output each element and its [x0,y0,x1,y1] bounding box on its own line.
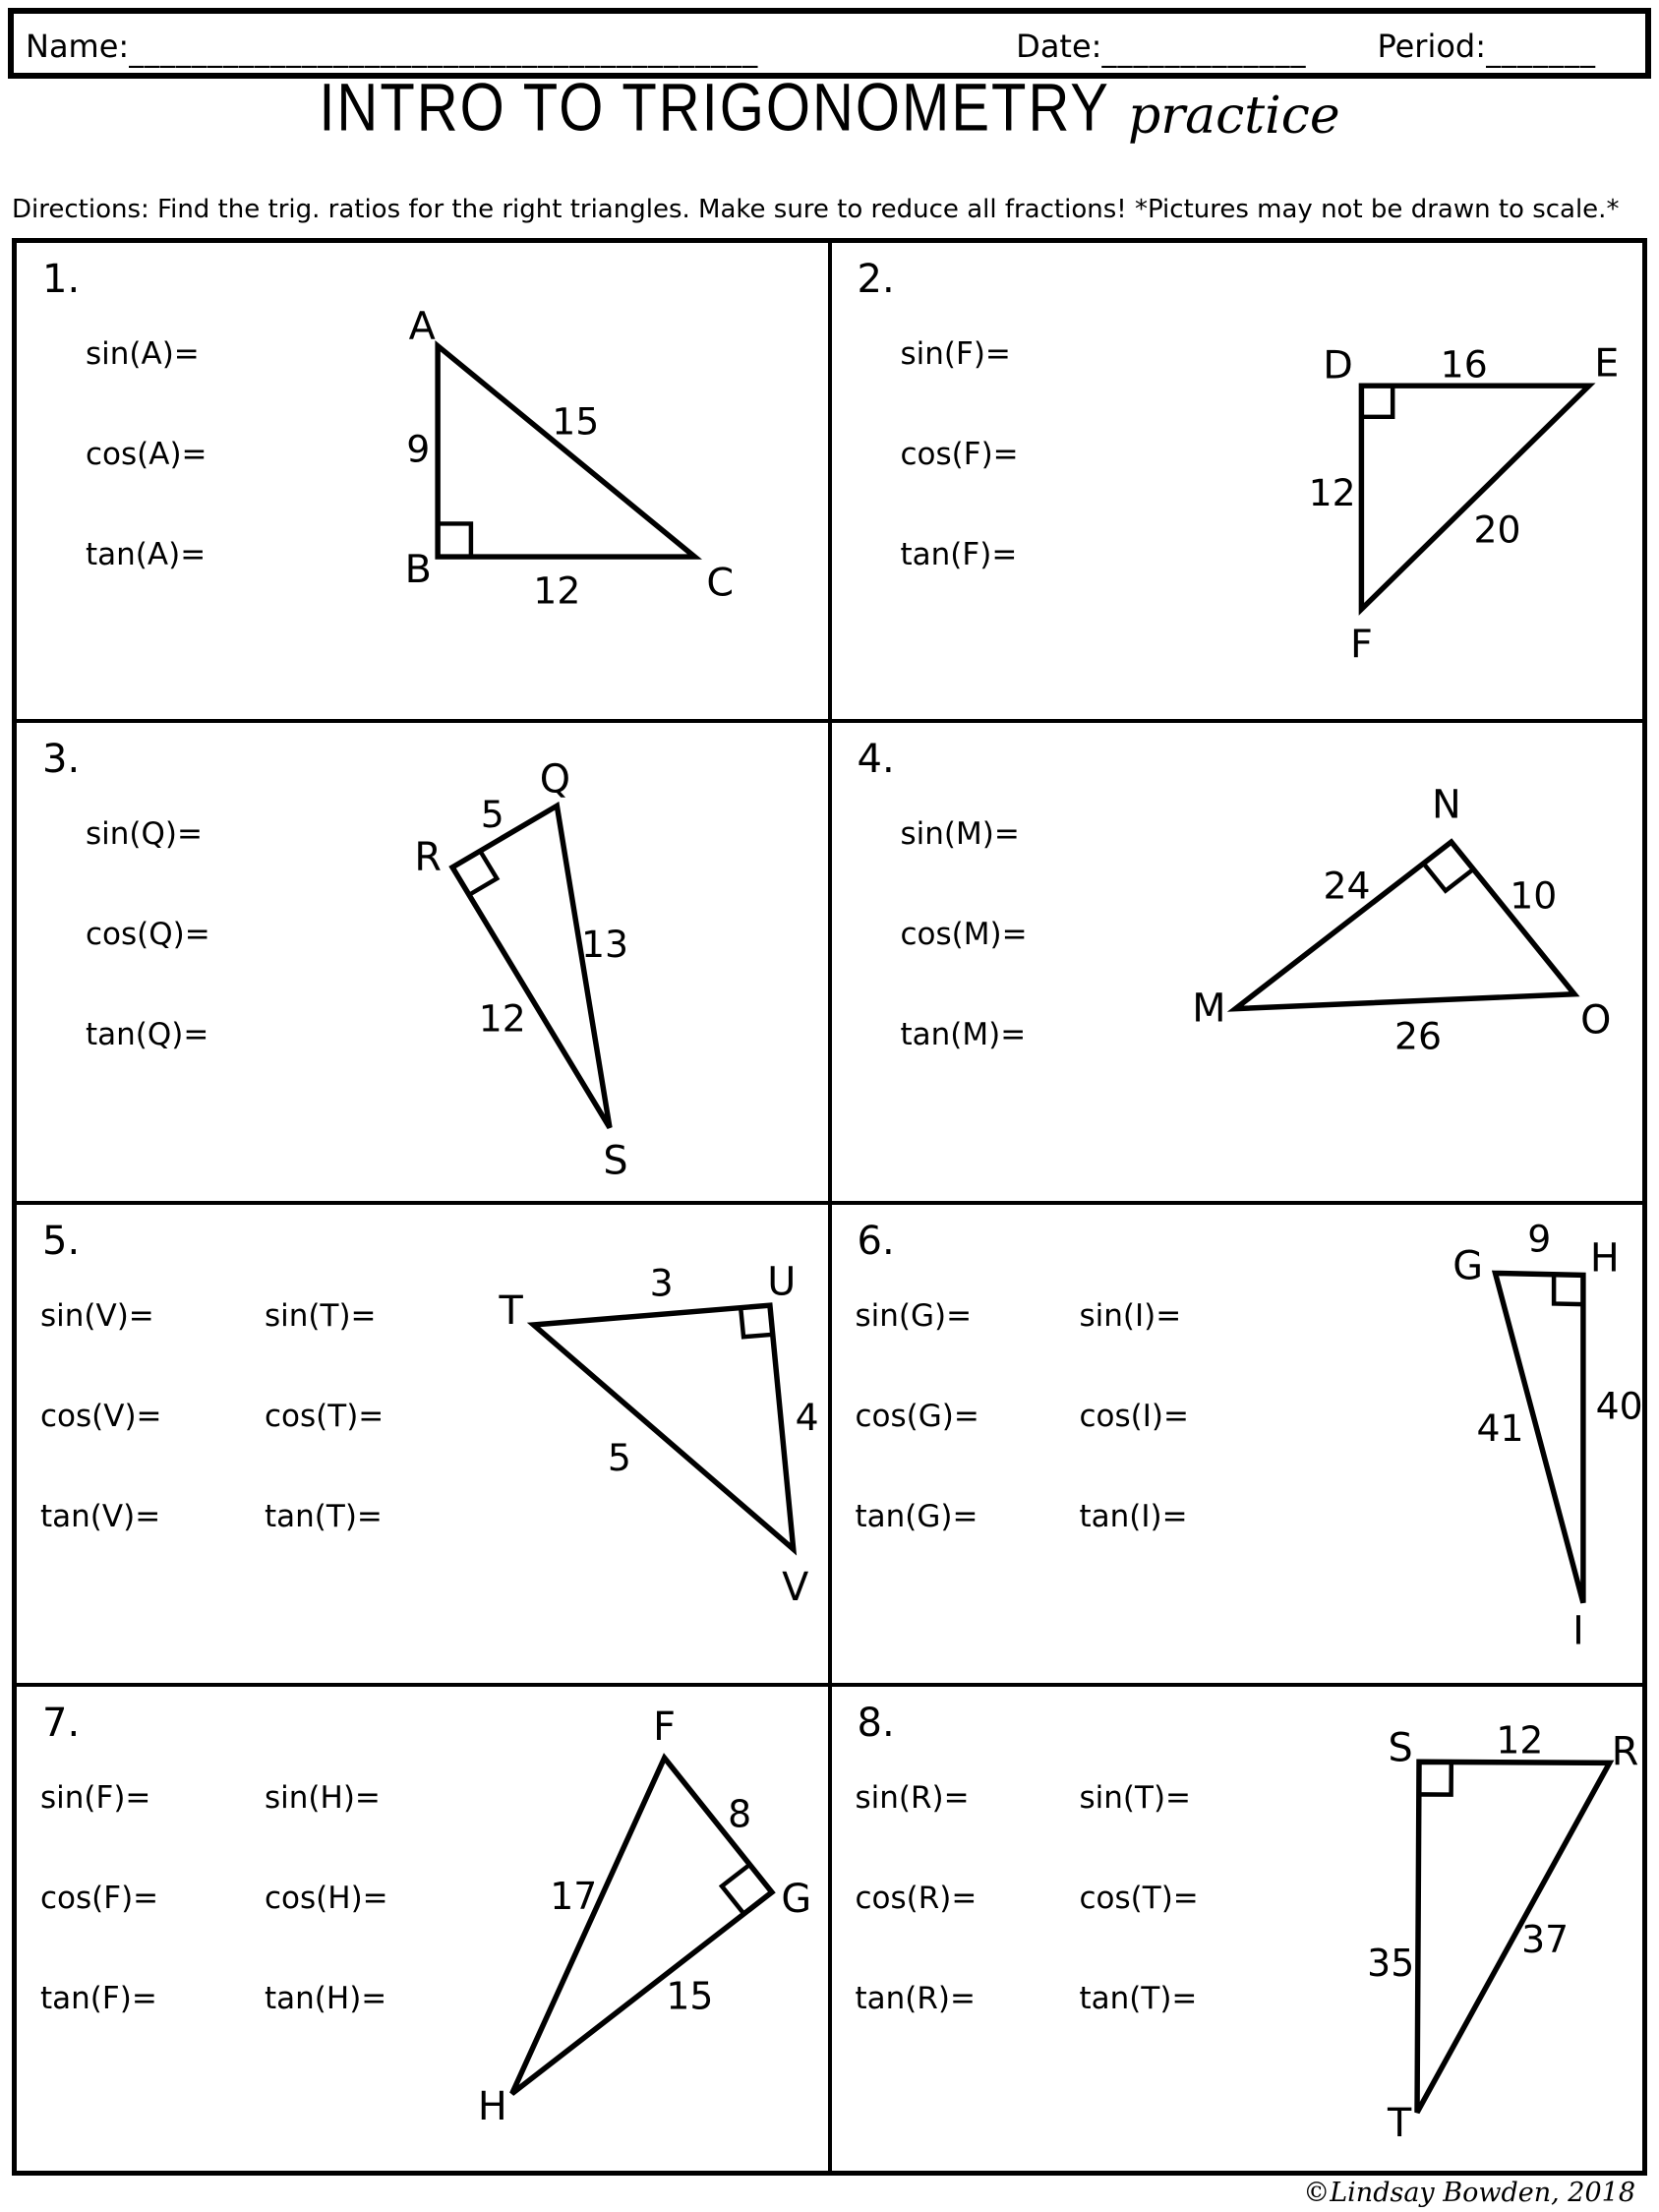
ratio-label: tan(F)= [900,537,1018,572]
ratio-label: cos(T)= [265,1399,385,1434]
ratio-label: tan(V)= [40,1499,161,1534]
problem-cell-7 [17,1687,828,2171]
problem-cell-1 [17,243,828,719]
side-length-label: 3 [649,1261,674,1305]
problems-grid [12,238,1647,2176]
ratio-label: sin(R)= [855,1780,970,1816]
triangle-diagram-def [832,243,1643,719]
ratio-label: cos(A)= [86,437,207,472]
ratio-label: cos(G)= [855,1399,979,1434]
ratio-label: cos(T)= [1079,1881,1199,1916]
ratio-label: tan(T)= [1079,1981,1198,2016]
side-length-label: 12 [533,568,581,613]
side-length-label: 16 [1440,342,1488,387]
ratio-label: sin(F)= [40,1780,151,1816]
ratio-label: sin(T)= [1079,1780,1192,1816]
name-blank-line: ________________________________________ [129,34,759,69]
side-length-label: 20 [1472,508,1521,552]
ratio-label: tan(H)= [265,1981,387,2016]
problem-cell-4 [832,723,1643,1201]
ratio-label: tan(G)= [855,1499,978,1534]
side-length-label: 8 [728,1792,752,1836]
side-length-label: 12 [1495,1718,1543,1763]
vertex-label: B [404,546,432,592]
right-angle-marker [1361,386,1392,417]
ratio-label: sin(H)= [265,1780,381,1816]
problem-cell-3 [17,723,828,1201]
problem-cell-2 [832,243,1643,719]
vertex-label: H [1589,1235,1620,1282]
ratio-label: tan(R)= [855,1981,977,2016]
side-length-label: 12 [1308,470,1356,514]
date-blank-line: _____________ [1101,34,1307,69]
triangle-outline [533,1305,793,1549]
period-blank-line: _______ [1486,34,1596,69]
triangle-diagram-ghi [832,1205,1643,1683]
ratio-label: cos(V)= [40,1399,162,1434]
period-label: Period: [1377,28,1486,66]
page-title [0,70,1659,147]
triangle-diagram-fgh [17,1687,828,2171]
vertex-label: M [1191,986,1226,1032]
vertex-label: G [781,1876,812,1923]
ratio-label: cos(Q)= [86,917,210,952]
problem-number: 2. [857,257,895,302]
vertex-label: T [1387,2100,1411,2146]
triangle-outline [1235,842,1574,1009]
ratio-label: tan(T)= [265,1499,383,1534]
triangle-outline [438,346,694,557]
ratio-label: sin(F)= [900,336,1011,372]
side-length-label: 37 [1520,1917,1569,1962]
side-length-label: 35 [1366,1942,1414,1986]
vertex-label: H [477,2083,507,2129]
ratio-label: cos(R)= [855,1881,978,1916]
right-angle-marker [438,523,471,557]
ratio-label: cos(H)= [265,1881,388,1916]
problem-number: 3. [42,737,81,782]
vertex-label: F [1349,622,1373,667]
ratio-label: tan(A)= [86,537,207,572]
problem-cell-5 [17,1205,828,1683]
side-length-label: 10 [1509,873,1557,918]
side-length-label: 4 [795,1396,819,1440]
vertex-label: A [408,304,436,349]
vertex-label: G [1452,1243,1483,1289]
problem-number: 1. [42,257,81,302]
name-label: Name: [26,28,130,66]
right-angle-marker [1423,864,1473,891]
triangle-diagram-qrs [17,723,828,1201]
vertex-label: R [1611,1729,1638,1775]
problem-number: 4. [857,737,895,782]
triangle-diagram-srt [832,1687,1643,2171]
side-length-label: 12 [478,996,526,1041]
ratio-label: sin(V)= [40,1298,154,1334]
problem-number: 7. [42,1701,81,1746]
ratio-label: sin(G)= [855,1298,973,1334]
triangle-outline [452,806,610,1127]
ratio-label: tan(M)= [900,1017,1027,1052]
vertex-label: S [603,1138,628,1184]
right-angle-marker [1554,1275,1583,1304]
problem-cell-8 [832,1687,1643,2171]
ratio-label: cos(F)= [40,1881,159,1916]
side-length-label: 5 [480,793,504,837]
vertex-label: F [653,1704,677,1751]
vertex-label: T [499,1288,523,1335]
ratio-label: tan(Q)= [86,1017,209,1052]
title-main: INTRO TO TRIGONOMETRY [319,70,1110,146]
ratio-label: tan(F)= [40,1981,157,2016]
copyright-credit: ©Lindsay Bowden, 2018 [1303,2178,1635,2208]
triangle-outline [1417,1762,1610,2112]
problem-cell-6 [832,1205,1643,1683]
problem-number: 6. [857,1219,895,1264]
side-length-label: 26 [1393,1014,1442,1058]
side-length-label: 17 [550,1874,598,1918]
vertex-label: R [414,834,443,880]
date-label: Date: [1016,28,1102,66]
ratio-label: sin(Q)= [86,816,203,852]
problem-number: 5. [42,1219,81,1264]
side-length-label: 40 [1595,1384,1642,1428]
ratio-label: tan(I)= [1079,1499,1188,1534]
title-script: practice [1127,87,1340,146]
vertex-label: S [1388,1725,1413,1771]
side-length-label: 24 [1322,864,1371,908]
side-length-label: 41 [1475,1406,1523,1451]
vertex-label: O [1579,997,1611,1044]
side-length-label: 9 [1526,1217,1551,1261]
ratio-label: cos(M)= [900,917,1028,952]
triangle-diagram-tuv [17,1205,828,1683]
ratio-label: cos(F)= [900,437,1019,472]
vertex-label: Q [539,756,570,803]
triangle-diagram-abc [17,243,828,719]
vertex-label: U [767,1259,797,1305]
vertex-label: N [1431,782,1461,828]
right-angle-marker [1418,1763,1451,1795]
vertex-label: I [1571,1608,1584,1654]
ratio-label: cos(I)= [1079,1399,1189,1434]
side-length-label: 5 [607,1435,631,1479]
side-length-label: 9 [406,427,431,471]
right-angle-marker [722,1865,749,1914]
triangle-outline [1361,386,1588,609]
vertex-label: E [1593,340,1619,387]
side-length-label: 15 [552,399,600,444]
triangle-diagram-mno [832,723,1643,1201]
side-length-label: 13 [581,923,629,967]
ratio-label: sin(M)= [900,816,1020,852]
problem-number: 8. [857,1701,895,1746]
vertex-label: C [706,560,735,606]
vertex-label: D [1322,342,1353,389]
side-length-label: 15 [666,1974,714,2018]
ratio-label: sin(T)= [265,1298,377,1334]
ratio-label: sin(A)= [86,336,200,372]
vertex-label: V [782,1564,809,1610]
directions-text: Directions: Find the trig. ratios for the right triangles. Make sure to reduce all fractions! *Pictures may not be drawn to scale.* [12,195,1620,224]
ratio-label: sin(I)= [1079,1298,1182,1334]
